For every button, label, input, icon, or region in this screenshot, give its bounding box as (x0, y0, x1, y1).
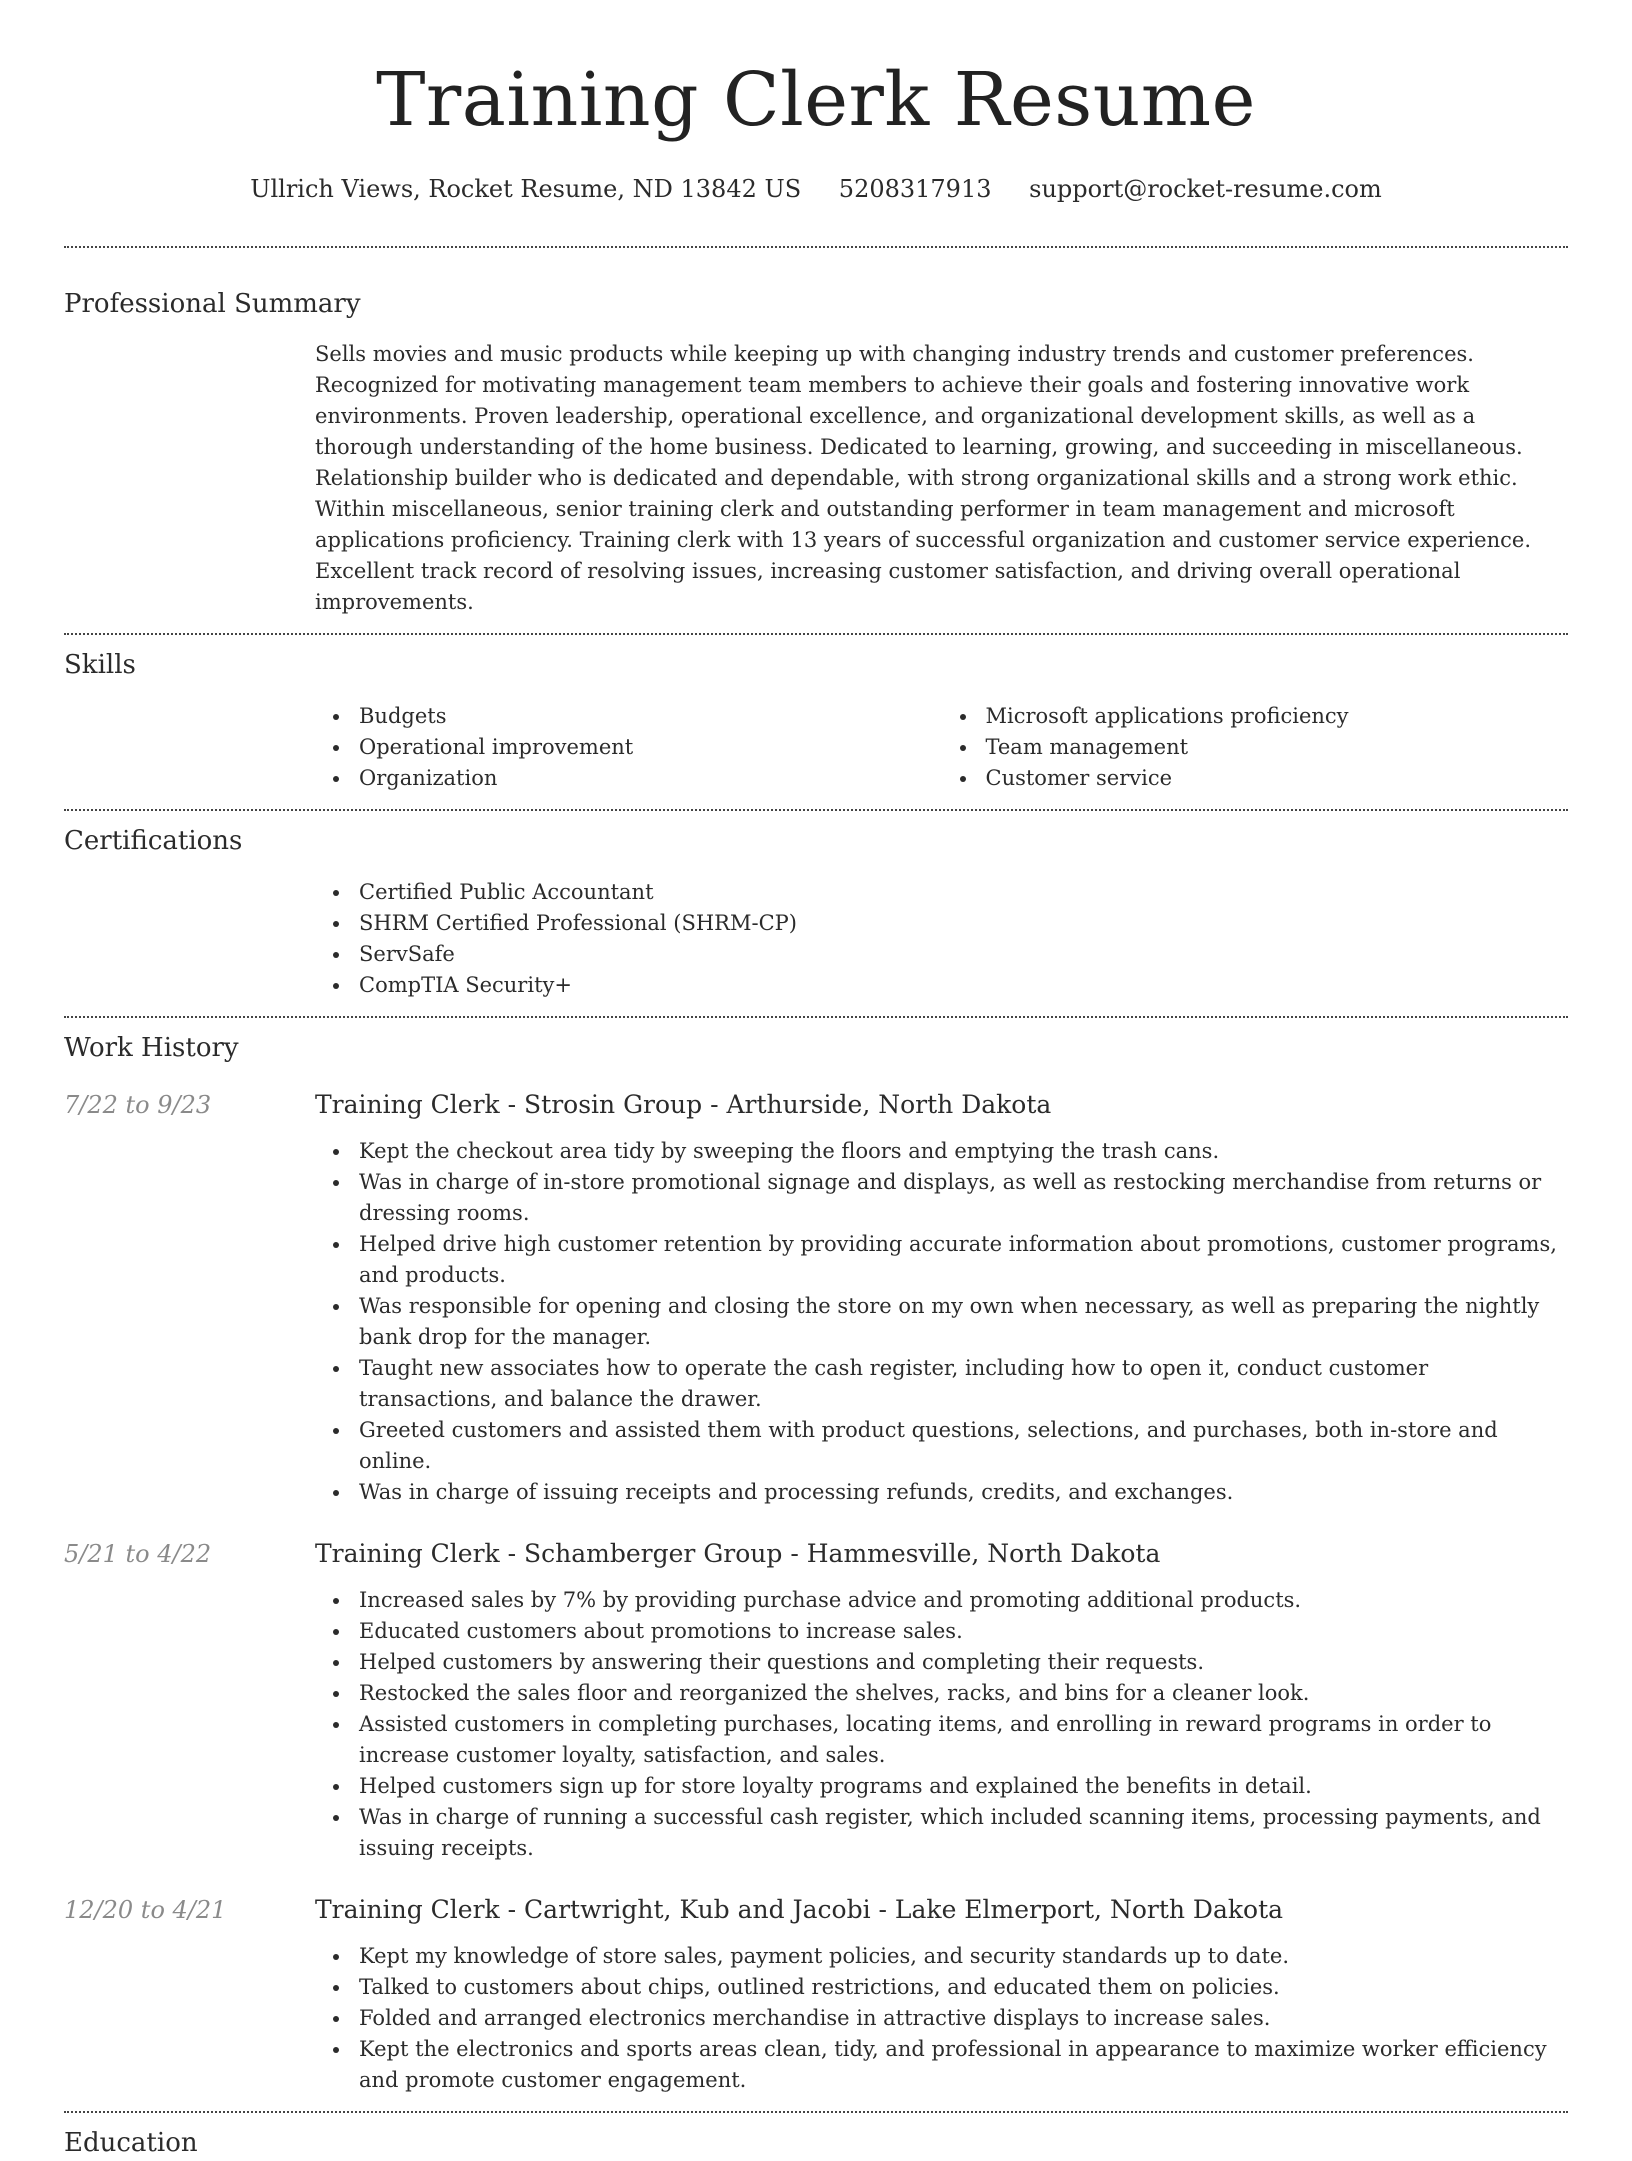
job-dates: 7/22 to 9/23 (64, 1091, 212, 1119)
skill-item: Organization (359, 763, 942, 794)
job-bullet: Taught new associates how to operate the cash register, including how to open it, conduct customer transactions, and balance the drawer. (359, 1353, 1568, 1415)
contact-phone: 5208317913 (838, 175, 992, 203)
summary-body (315, 339, 1568, 618)
job-title: Training Clerk - Strosin Group - Arthurside, North Dakota (315, 1090, 1052, 1119)
job-title: Training Clerk - Cartwright, Kub and Jacobi - Lake Elmerport, North Dakota (315, 1895, 1284, 1924)
job-bullet: Was responsible for opening and closing the store on my own when necessary, as well as preparing the nightly bank drop for the manager. (359, 1291, 1568, 1353)
job-bullet: Increased sales by 7% by providing purchase advice and promoting additional products. (359, 1585, 1568, 1616)
job-bullets (315, 1585, 1568, 1864)
job-bullet: Helped customers sign up for store loyalty programs and explained the benefits in detail. (359, 1771, 1568, 1802)
education-heading: Education (64, 2128, 198, 2158)
job-bullets (315, 1941, 1568, 2096)
job-bullet: Kept the electronics and sports areas clean, tidy, and professional in appearance to maximize worker efficiency and promote customer engagement. (359, 2034, 1568, 2096)
divider (64, 809, 1568, 811)
skills-section (64, 647, 1568, 794)
job-bullet: Educated customers about promotions to increase sales. (359, 1616, 1568, 1647)
certification-item: SHRM Certified Professional (SHRM-CP) (359, 908, 1568, 939)
job-bullet: Folded and arranged electronics merchandise in attractive displays to increase sales. (359, 2003, 1568, 2034)
skills-list-left (315, 701, 942, 794)
job-dates: 5/21 to 4/22 (64, 1540, 212, 1568)
education-section (64, 2125, 1568, 2161)
job-bullet: Helped drive high customer retention by providing accurate information about promotions, customer programs, and products. (359, 1229, 1568, 1291)
job-bullet: Was in charge of issuing receipts and processing refunds, credits, and exchanges. (359, 1477, 1568, 1508)
job-dates: 12/20 to 4/21 (64, 1896, 227, 1924)
contact-email: support@rocket-resume.com (1029, 175, 1382, 203)
contact-address: Ullrich Views, Rocket Resume, ND 13842 US (250, 175, 802, 203)
job-entry (64, 1537, 1568, 1864)
skill-item: Team management (986, 732, 1569, 763)
job-bullet: Helped customers by answering their questions and completing their requests. (359, 1647, 1568, 1678)
work-history-section (64, 1030, 1568, 2096)
contact-line (64, 172, 1568, 206)
job-bullet: Was in charge of in-store promotional signage and displays, as well as restocking merchandise from returns or dressing rooms. (359, 1167, 1568, 1229)
job-bullet-list (315, 1941, 1568, 2096)
job-bullet: Assisted customers in completing purchases, locating items, and enrolling in reward programs in order to increase customer loyalty, satisfaction, and sales. (359, 1709, 1568, 1771)
certification-item: CompTIA Security+ (359, 970, 1568, 1001)
job-title: Training Clerk - Schamberger Group - Hammesville, North Dakota (315, 1539, 1161, 1568)
certifications-heading: Certifications (64, 826, 243, 856)
certification-item: Certified Public Accountant (359, 877, 1568, 908)
job-bullet-list (315, 1585, 1568, 1864)
skills-body (315, 701, 1568, 794)
certifications-body (315, 877, 1568, 1001)
job-bullet: Greeted customers and assisted them with product questions, selections, and purchases, both in-store and online. (359, 1415, 1568, 1477)
job-bullets (315, 1136, 1568, 1508)
certifications-section (64, 823, 1568, 1001)
summary-heading: Professional Summary (64, 289, 361, 319)
job-bullet: Kept the checkout area tidy by sweeping the floors and emptying the trash cans. (359, 1136, 1568, 1167)
divider (64, 2111, 1568, 2113)
job-bullet: Was in charge of running a successful cash register, which included scanning items, processing payments, and issuing receipts. (359, 1802, 1568, 1864)
summary-text: Sells movies and music products while keeping up with changing industry trends and customer preferences. Recognized for motivating management team members to achieve their goals and fostering innovative work environments. Proven leadership, operational excellence, and organizational development skills, as well as a thorough understanding of the home business. Dedicated to learning, growing, and succeeding in miscellaneous. Relationship builder who is dedicated and dependable, with strong organizational skills and a strong work ethic. Within miscellaneous, senior training clerk and outstanding performer in team management and microsoft applications proficiency. Training clerk with 13 years of successful organization and customer service experience. Excellent track record of resolving issues, increasing customer satisfaction, and driving overall operational improvements. (315, 342, 1532, 614)
job-bullet-list (315, 1136, 1568, 1508)
job-bullet: Talked to customers about chips, outlined restrictions, and educated them on policies. (359, 1972, 1568, 2003)
resume-title: Training Clerk Resume (376, 57, 1256, 143)
certification-item: ServSafe (359, 939, 1568, 970)
skill-item: Customer service (986, 763, 1569, 794)
skills-grid (315, 701, 1568, 794)
job-bullet: Restocked the sales floor and reorganized the shelves, racks, and bins for a cleaner look. (359, 1678, 1568, 1709)
divider (64, 1016, 1568, 1018)
job-bullet: Kept my knowledge of store sales, payment policies, and security standards up to date. (359, 1941, 1568, 1972)
divider (64, 633, 1568, 635)
work-history-heading: Work History (64, 1033, 239, 1063)
skills-list-right (942, 701, 1569, 794)
skill-item: Microsoft applications proficiency (986, 701, 1569, 732)
skill-item: Operational improvement (359, 732, 942, 763)
job-entry (64, 1088, 1568, 1508)
summary-section (64, 286, 1568, 618)
resume-page (64, 0, 1568, 2161)
skills-heading: Skills (64, 650, 136, 680)
divider (64, 246, 1568, 248)
skill-item: Budgets (359, 701, 942, 732)
certifications-list (315, 877, 1568, 1001)
job-entry (64, 1893, 1568, 2096)
